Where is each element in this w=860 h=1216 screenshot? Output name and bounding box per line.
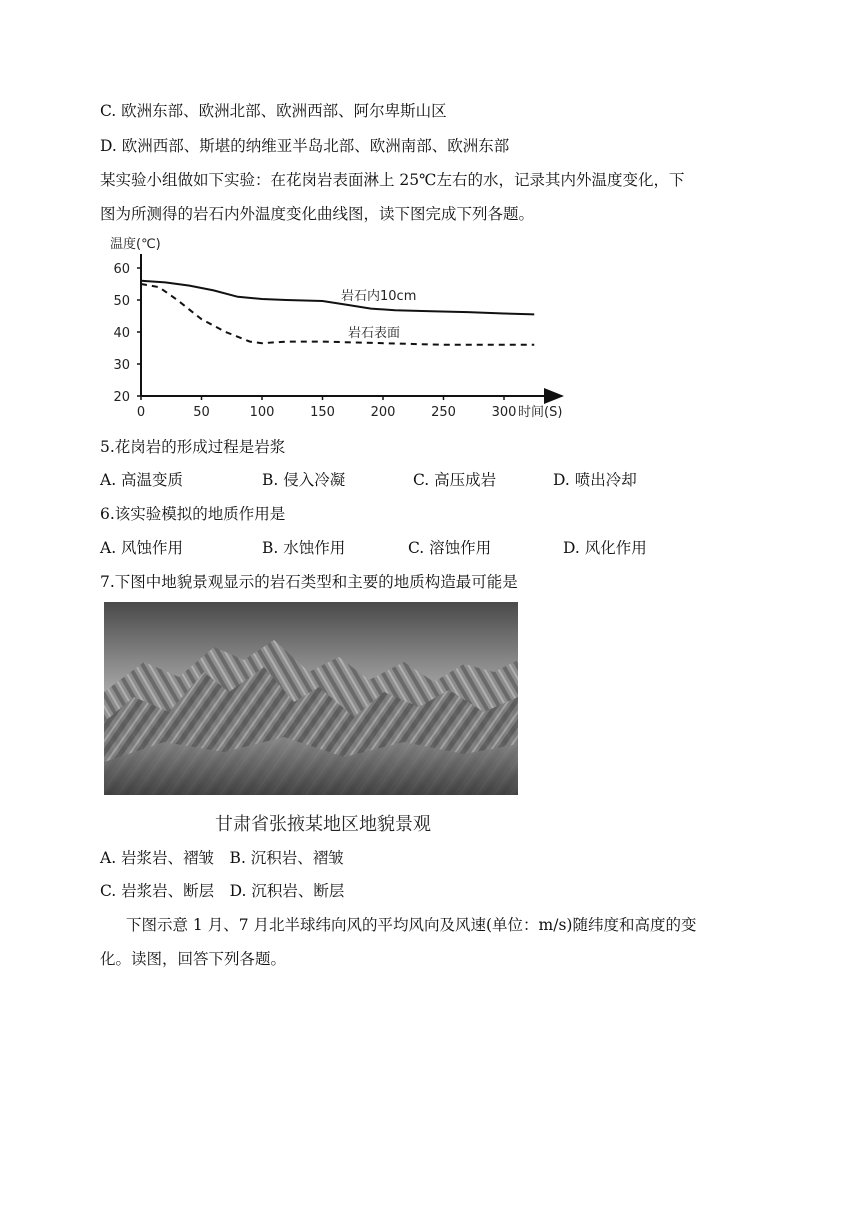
q6-option-b[interactable]: B. 水蚀作用 bbox=[262, 539, 346, 557]
q5-option-c[interactable]: C. 高压成岩 bbox=[413, 471, 497, 489]
q5-option-b[interactable]: B. 侵入冷凝 bbox=[262, 471, 346, 489]
q7-options-row2[interactable]: C. 岩浆岩、断层 D. 沉积岩、断层 bbox=[100, 882, 345, 900]
temperature-chart bbox=[104, 232, 594, 422]
experiment-intro-line1: 某实验小组做如下实验：在花岗岩表面淋上 25℃左右的水，记录其内外温度变化，下 bbox=[100, 171, 685, 189]
y-tick-label: 20 bbox=[113, 390, 130, 405]
y-axis-label: 温度(℃) bbox=[110, 237, 161, 252]
series-line-1 bbox=[141, 281, 534, 315]
q6-option-a[interactable]: A. 风蚀作用 bbox=[100, 539, 184, 557]
x-tick-label: 250 bbox=[431, 405, 456, 420]
series-label-surface: 岩石表面 bbox=[348, 326, 401, 341]
y-tick-label: 40 bbox=[113, 326, 130, 341]
question-7-stem: 7.下图中地貌景观显示的岩石类型和主要的地质构造最可能是 bbox=[100, 573, 518, 591]
y-tick-label: 30 bbox=[113, 358, 130, 373]
series-label-inner: 岩石内10cm bbox=[341, 289, 417, 304]
question-5-stem: 5.花岗岩的形成过程是岩浆 bbox=[100, 438, 286, 456]
landform-photo bbox=[104, 602, 518, 795]
x-tick-label: 300 bbox=[491, 405, 517, 420]
q6-option-d[interactable]: D. 风化作用 bbox=[563, 539, 647, 557]
x-tick-label: 100 bbox=[249, 405, 275, 420]
x-tick-label: 200 bbox=[370, 405, 396, 420]
wind-intro-line1: 下图示意 1 月、7 月北半球纬向风的平均风向及风速(单位：m/s)随纬度和高度的变 bbox=[126, 916, 697, 934]
question-6-stem: 6.该实验模拟的地质作用是 bbox=[100, 505, 286, 523]
photo-caption: 甘肃省张掖某地区地貌景观 bbox=[215, 814, 431, 835]
wind-intro-line2: 化。读图，回答下列各题。 bbox=[100, 950, 287, 968]
q5-option-a[interactable]: A. 高温变质 bbox=[100, 471, 184, 489]
series-line-2 bbox=[141, 284, 534, 345]
q6-option-c[interactable]: C. 溶蚀作用 bbox=[408, 539, 492, 557]
x-tick-label: 50 bbox=[193, 405, 210, 420]
experiment-intro-line2: 图为所测得的岩石内外温度变化曲线图，读下图完成下列各题。 bbox=[100, 205, 535, 223]
x-tick-label: 0 bbox=[136, 405, 146, 420]
y-tick-label: 60 bbox=[113, 262, 130, 277]
q5-option-d[interactable]: D. 喷出冷却 bbox=[553, 471, 637, 489]
x-axis-label: 时间(S) bbox=[518, 405, 563, 420]
y-tick-label: 50 bbox=[113, 294, 130, 309]
x-tick-label: 150 bbox=[310, 405, 335, 420]
q7-options-row1[interactable]: A. 岩浆岩、褶皱 B. 沉积岩、褶皱 bbox=[100, 849, 344, 867]
option-d-line: D. 欧洲西部、斯堪的纳维亚半岛北部、欧洲南部、欧洲东部 bbox=[100, 137, 510, 155]
option-c-line: C. 欧洲东部、欧洲北部、欧洲西部、阿尔卑斯山区 bbox=[100, 102, 447, 120]
